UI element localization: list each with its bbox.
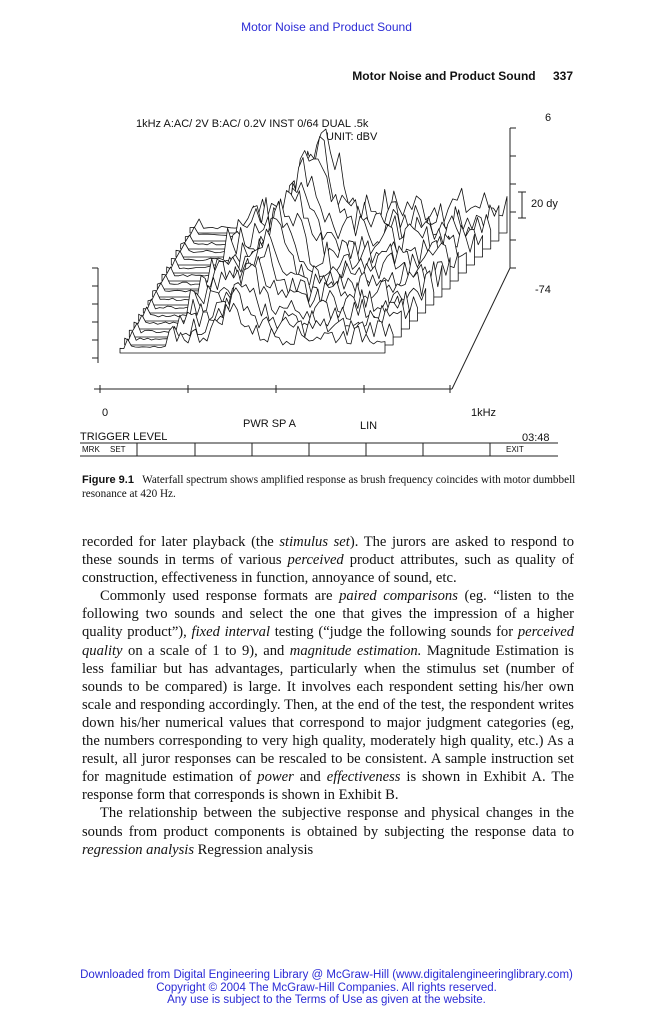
body-text: [82, 533, 574, 859]
time-axis-line: [452, 268, 510, 389]
mode-label: PWR SP A: [243, 418, 296, 430]
footer: [0, 969, 653, 1007]
figure-caption: [82, 473, 577, 501]
scale-bottom-label: -74: [535, 284, 551, 296]
softkey-exit: EXIT: [506, 445, 524, 454]
footer-terms-link[interactable]: Any use is subject to the Terms of Use as given at the website.: [167, 994, 486, 1006]
x-end-label: 1kHz: [471, 407, 497, 419]
running-head: [338, 69, 573, 83]
trigger-level-label: TRIGGER LEVEL: [80, 431, 168, 443]
figure-label: Figure 9.1: [82, 474, 134, 486]
paragraph-2: Commonly used response formats are paired comparisons (eg. “listen to the following two sounds and select the one that gives the impression of a higher quality product”), fixed interval testing (“judge the following sounds for perceived quality on a scale of 1 to 9), and magnitude estimation. Magnitude Estimation is less familiar but has advantages, particularly when the stimulus set (number of sounds to be compared) is large. It involves each respondent setting his/her own scale and responding accordingly. Then, at the end of the test, the respondent writes down his/her numerical values that correspond to major judgment categories (eg, the numbers corresponding to very high quality, moderately high quality, etc.) As a result, all juror responses can be rescaled to be consistent. A sample instruction set for magnitude estimation of power and effectiveness is shown in Exhibit A. The response form that corresponds is shown in Exhibit B.: [82, 588, 575, 804]
caption-text: Waterfall spectrum shows amplified response as brush frequency coincides with motor dumbbell resonance at 420 Hz.: [82, 474, 576, 500]
scale-top-label: 6: [545, 112, 552, 124]
scale-step-label: 20 dy: [531, 198, 558, 210]
page-number: 337: [552, 69, 573, 83]
waterfall-plot: [80, 108, 575, 468]
paragraph-3: The relationship between the subjective response and physical changes in the sounds from product components is obtained by subjecting the response data to regression analysis Regression analysis: [82, 805, 574, 858]
running-head-title: Motor Noise and Product Sound: [352, 69, 536, 83]
scale-mode-label: LIN: [360, 420, 378, 432]
x-start-label: 0: [102, 407, 109, 419]
time-label: 03:48: [522, 432, 550, 444]
footer-copyright: Copyright © 2004 The McGraw-Hill Companies. All rights reserved.: [156, 981, 497, 994]
paragraph-1: recorded for later playback (the stimulus set). The jurors are asked to respond to these sounds in terms of various perceived product attributes, such as quality of construction, effectiveness in function, annoyance of sound, etc.: [82, 534, 575, 587]
unit-label: UNIT: dBV: [326, 131, 378, 143]
analyzer-settings: 1kHz A:AC/ 2V B:AC/ 0.2V INST 0/64 DUAL .5k: [136, 118, 369, 130]
softkey-set: SET: [110, 445, 126, 454]
top-banner[interactable]: Motor Noise and Product Sound: [241, 20, 412, 34]
softkey-mrk: MRK: [82, 445, 100, 454]
waterfall-spectrum-figure: [80, 108, 575, 468]
footer-download-link[interactable]: Downloaded from Digital Engineering Library @ McGraw-Hill (www.digitalengineeringlibrary.com): [80, 969, 573, 981]
